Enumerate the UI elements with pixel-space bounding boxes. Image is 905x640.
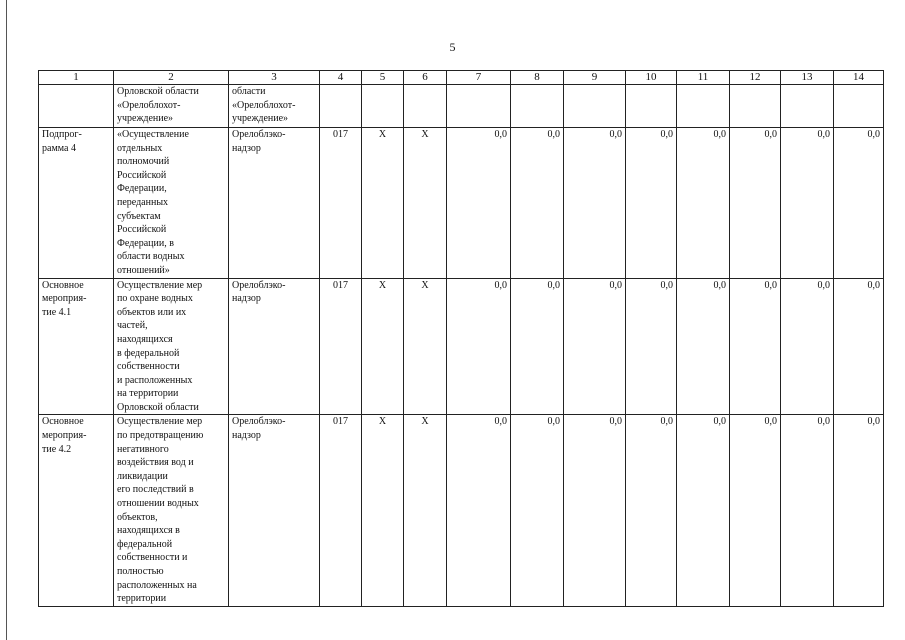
col-header-10: 10: [626, 71, 677, 85]
value-cell-10: 0,0: [626, 128, 677, 279]
value-cell-7: 0,0: [447, 415, 511, 606]
column-number-row: [39, 71, 884, 85]
code-cell-5: Х: [362, 278, 404, 415]
col-header-11: 11: [677, 71, 730, 85]
name-cell: Орловской области «Орелоблохот- учреждение»: [114, 85, 229, 128]
value-cell-10: 0,0: [626, 415, 677, 606]
table-row-subprogram-4: [39, 128, 884, 279]
program-table: [38, 70, 884, 607]
value-cell-7: [447, 85, 511, 128]
value-cell-11: [677, 85, 730, 128]
status-cell: Основное мероприя- тие 4.2: [39, 415, 114, 606]
table-row-measure-4-1: [39, 278, 884, 415]
executor-cell: области «Орелоблохот- учреждение»: [229, 85, 320, 128]
value-cell-12: [730, 85, 781, 128]
executor-cell: Орелоблэко- надзор: [229, 278, 320, 415]
value-cell-11: 0,0: [677, 415, 730, 606]
grbs-cell: 017: [320, 278, 362, 415]
value-cell-10: [626, 85, 677, 128]
code-cell-6: Х: [404, 415, 447, 606]
grbs-cell: [320, 85, 362, 128]
value-cell-9: 0,0: [564, 128, 626, 279]
value-cell-12: 0,0: [730, 128, 781, 279]
value-cell-8: 0,0: [511, 278, 564, 415]
table-row-measure-4-2: [39, 415, 884, 606]
name-cell: Осуществление мер по охране водных объектов или их частей, находящихся в федеральной собственности и расположенных на территории Орловской области: [114, 278, 229, 415]
value-cell-9: 0,0: [564, 278, 626, 415]
col-header-2: 2: [114, 71, 229, 85]
status-cell: Подпрог- рамма 4: [39, 128, 114, 279]
grbs-cell: 017: [320, 415, 362, 606]
status-cell: Основное мероприя- тие 4.1: [39, 278, 114, 415]
code-cell-6: Х: [404, 278, 447, 415]
col-header-3: 3: [229, 71, 320, 85]
value-cell-13: 0,0: [781, 278, 834, 415]
value-cell-14: 0,0: [834, 278, 884, 415]
col-header-5: 5: [362, 71, 404, 85]
value-cell-8: [511, 85, 564, 128]
value-cell-12: 0,0: [730, 415, 781, 606]
value-cell-8: 0,0: [511, 415, 564, 606]
code-cell-5: [362, 85, 404, 128]
code-cell-6: Х: [404, 128, 447, 279]
name-cell: Осуществление мер по предотвращению негативного воздействия вод и ликвидации его последствий в отношении водных объектов, находящихся в федеральной собственности и полностью расположенных на территории: [114, 415, 229, 606]
value-cell-11: 0,0: [677, 128, 730, 279]
col-header-4: 4: [320, 71, 362, 85]
value-cell-13: [781, 85, 834, 128]
value-cell-14: 0,0: [834, 415, 884, 606]
col-header-7: 7: [447, 71, 511, 85]
status-cell: [39, 85, 114, 128]
value-cell-10: 0,0: [626, 278, 677, 415]
page-number: 5: [449, 40, 456, 54]
executor-cell: Орелоблэко- надзор: [229, 415, 320, 606]
code-cell-5: Х: [362, 128, 404, 279]
name-cell: «Осуществление отдельных полномочий Российской Федерации, переданных субъектам Российской Федерации, в области водных отношений»: [114, 128, 229, 279]
value-cell-7: 0,0: [447, 278, 511, 415]
col-header-8: 8: [511, 71, 564, 85]
col-header-9: 9: [564, 71, 626, 85]
value-cell-7: 0,0: [447, 128, 511, 279]
code-cell-5: Х: [362, 415, 404, 606]
page-left-edge-rule: [6, 0, 7, 640]
value-cell-9: [564, 85, 626, 128]
value-cell-12: 0,0: [730, 278, 781, 415]
value-cell-13: 0,0: [781, 128, 834, 279]
col-header-1: 1: [39, 71, 114, 85]
grbs-cell: 017: [320, 128, 362, 279]
col-header-12: 12: [730, 71, 781, 85]
value-cell-8: 0,0: [511, 128, 564, 279]
executor-cell: Орелоблэко- надзор: [229, 128, 320, 279]
value-cell-14: [834, 85, 884, 128]
col-header-13: 13: [781, 71, 834, 85]
value-cell-14: 0,0: [834, 128, 884, 279]
value-cell-13: 0,0: [781, 415, 834, 606]
col-header-6: 6: [404, 71, 447, 85]
table-row-continuation: [39, 85, 884, 128]
code-cell-6: [404, 85, 447, 128]
value-cell-9: 0,0: [564, 415, 626, 606]
value-cell-11: 0,0: [677, 278, 730, 415]
col-header-14: 14: [834, 71, 884, 85]
